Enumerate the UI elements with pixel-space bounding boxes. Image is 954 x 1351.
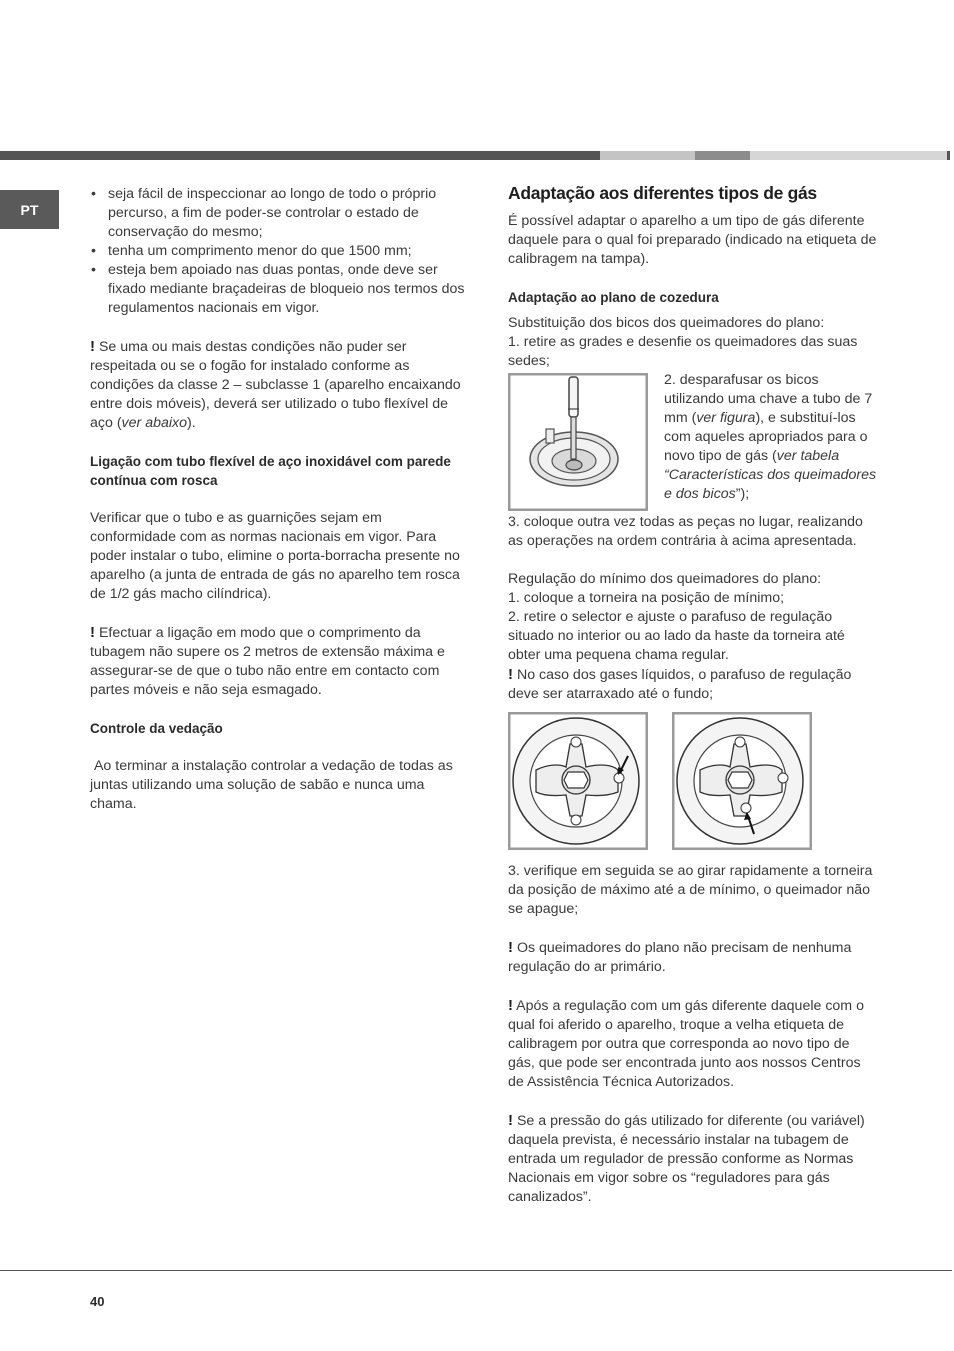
paragraph-check-hose: Verificar que o tubo e as guarnições sejam em conformidade com as normas nacionais em vigor. Para poder instalar o tubo, elimine o porta-borracha presente no aparelho (a junta de entrada de gás no aparelho tem rosca de 1/2 gás macho cilíndrica).	[90, 510, 460, 602]
heading-seal-check: Controle da vedação	[90, 721, 223, 736]
list-item: • tenha um comprimento menor do que 1500 mm;	[90, 242, 465, 261]
list-item: • esteja bem apoiado nas duas pontas, onde deve ser fixado mediante braçadeiras de bloqueio nos termos dos regulamentos nacionais em vigor.	[90, 261, 465, 318]
header-bar-pale	[750, 151, 947, 160]
cross-reference: ver figura	[696, 410, 756, 426]
exclamation-mark: !	[508, 997, 513, 1014]
header-color-bar	[0, 151, 950, 160]
warning-calibration-label: ! Após a regulação com um gás diferente daquele com o qual foi aferido o aparelho, troque a velha etiqueta de calibragem por outra que corresponda ao novo tipo de gás, que pode ser encontrada junto aos nossos Centros de Assistência Técnica Autorizados.	[508, 997, 864, 1090]
list-item: • seja fácil de inspeccionar ao longo de todo o próprio percurso, a fim de poder-se controlar o estado de conservação do mesmo;	[90, 185, 465, 242]
cross-reference: ver abaixo	[121, 415, 188, 431]
paragraph-step-2: 2. desparafusar os bicos utilizando uma chave a tubo de 7 mm (ver figura), e substituí-los com aqueles apropriados para o novo tipo de gás (ver tabela “Características dos queimadores e dos bicos”);	[664, 372, 877, 502]
paragraph-substitution-title: Substituição dos bicos dos queimadores do plano:	[508, 315, 825, 331]
left-column	[90, 185, 465, 814]
warning-flexible-steel: ! Se uma ou mais destas condições não puder ser respeitada ou se o fogão for instalado conforme as condições da classe 2 – subclasse 1 (aparelho encaixando entre dois móveis), deverá ser utilizado o tubo flexível de aço (ver abaixo).	[90, 338, 461, 431]
tap-screw-figure-right	[672, 712, 812, 850]
exclamation-mark: !	[508, 1112, 513, 1129]
paragraph-intro: É possível adaptar o aparelho a um tipo de gás diferente daquele para o qual foi preparado (indicado na etiqueta de calibragem na tampa).	[508, 213, 877, 267]
footer-rule	[0, 1270, 952, 1271]
page-number: 40	[90, 1294, 105, 1309]
cross-reference: ver tabela “Características dos queimadores e dos bicos	[664, 448, 877, 502]
tap-adjust-figures	[508, 712, 880, 850]
header-bar-dark	[0, 151, 600, 160]
tap-screw-figure-left	[508, 712, 648, 850]
paragraph-min-step-1: 1. coloque a torneira na posição de mínimo;	[508, 590, 785, 606]
paragraph-min-step-2: 2. retire o selector e ajuste o parafuso de regulação situado no interior ou ao lado da haste da torneira até obter uma pequena chama regular.	[508, 609, 845, 663]
paragraph-step-3: 3. coloque outra vez todas as peças no lugar, realizando as operações na ordem contrária à acima apresentada.	[508, 514, 863, 549]
warning-pressure-regulator: ! Se a pressão do gás utilizado for diferente (ou variável) daquela prevista, é necessário instalar na tubagem de entrada um regulador de pressão conforme as Normas Nacionais em vigor sobre os “reguladores para gás canalizados”.	[508, 1112, 865, 1205]
section-title: Adaptação aos diferentes tipos de gás	[508, 183, 817, 203]
exclamation-mark: !	[508, 666, 513, 683]
right-column	[508, 182, 880, 1207]
warning-hose-length: ! Efectuar a ligação em modo que o comprimento da tubagem não supere os 2 metros de extensão máxima e assegurar-se de que o tubo não entre em contacto com partes móveis e não seja esmagado.	[90, 624, 445, 698]
header-bar-mid	[695, 151, 750, 160]
exclamation-mark: !	[90, 338, 95, 355]
heading-hob-adaptation: Adaptação ao plano de cozedura	[508, 290, 719, 305]
language-tab: PT	[0, 190, 59, 229]
paragraph-min-step-3: 3. verifique em seguida se ao girar rapidamente a torneira da posição de máximo até a de mínimo, o queimador não se apague;	[508, 863, 873, 917]
exclamation-mark: !	[90, 624, 95, 641]
heading-steel-hose: Ligação com tubo flexível de aço inoxidável com parede contínua com rosca	[90, 454, 451, 488]
requirements-list	[90, 185, 465, 318]
header-bar-light	[600, 151, 695, 160]
warning-liquid-gas: ! No caso dos gases líquidos, o parafuso de regulação deve ser atarraxado até o fundo;	[508, 666, 852, 702]
paragraph-min-title: Regulação do mínimo dos queimadores do plano:	[508, 571, 822, 587]
paragraph-step-1: 1. retire as grades e desenfie os queimadores das suas sedes;	[508, 334, 858, 369]
paragraph-seal-check: Ao terminar a instalação controlar a vedação de todas as juntas utilizando uma solução de sabão e nunca uma chama.	[90, 758, 457, 812]
nozzle-wrench-figure	[508, 373, 648, 511]
warning-primary-air: ! Os queimadores do plano não precisam de nenhuma regulação do ar primário.	[508, 939, 852, 975]
exclamation-mark: !	[508, 939, 513, 956]
header-bar-end	[947, 151, 950, 160]
